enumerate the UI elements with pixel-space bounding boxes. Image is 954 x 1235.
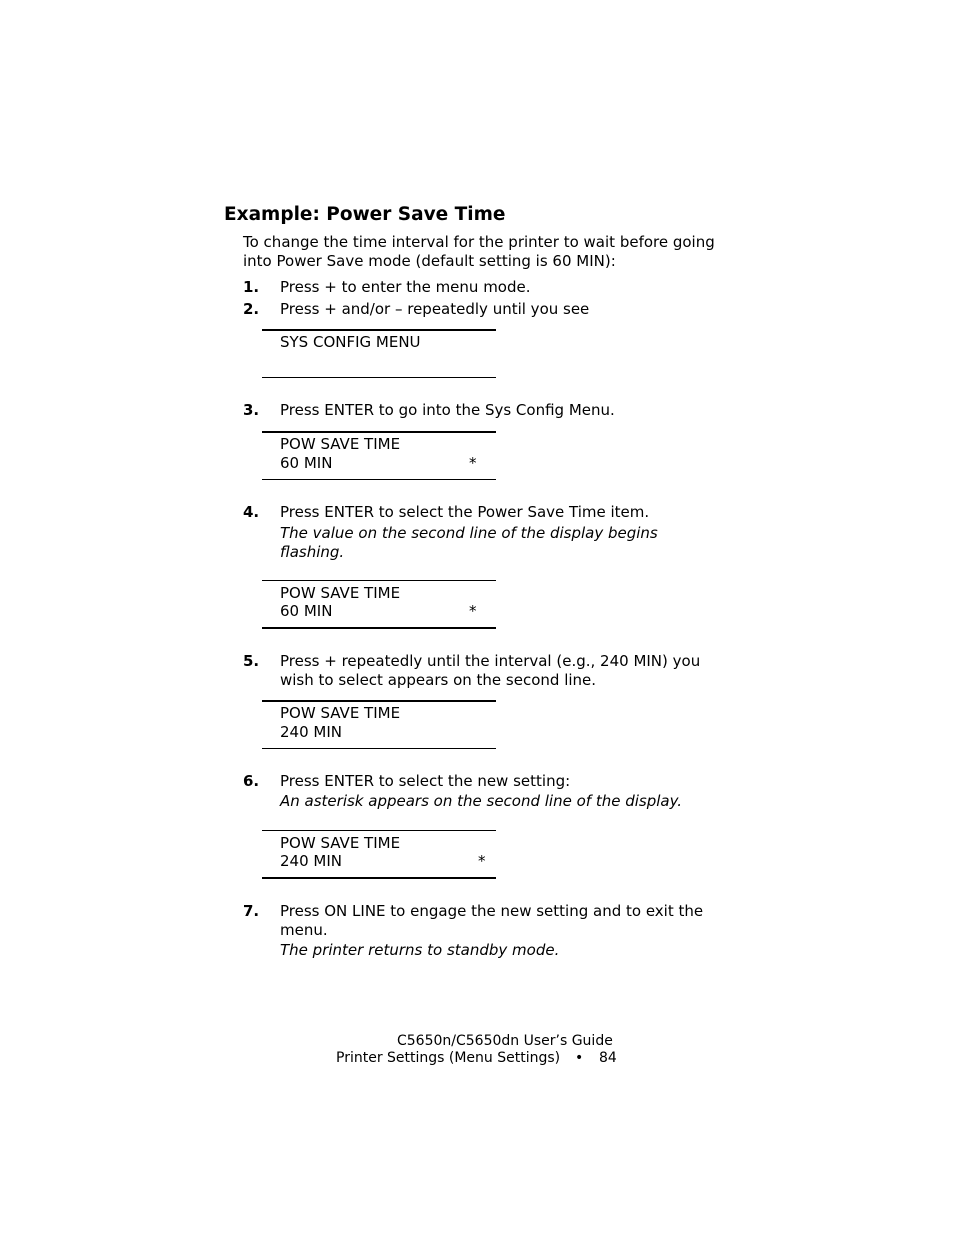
page-number: 84 [599, 1050, 617, 1066]
section-heading: Example: Power Save Time [224, 204, 506, 225]
lcd-line-1: POW SAVE TIME [280, 435, 401, 453]
lcd-line-1: SYS CONFIG MENU [280, 333, 421, 351]
step-text: Press ENTER to select the Power Save Time item. [280, 503, 650, 521]
step-number: 3. [243, 401, 260, 419]
lcd-line-2: 60 MIN [280, 454, 333, 472]
step-text [280, 652, 700, 689]
step-text [280, 902, 703, 939]
lcd-asterisk: * [478, 852, 486, 870]
lcd-display [262, 329, 496, 378]
intro-line: To change the time interval for the printer to wait before going [243, 233, 715, 251]
step-number: 1. [243, 278, 260, 296]
step-line: wish to select appears on the second line. [280, 670, 597, 689]
lcd-line-1: POW SAVE TIME [280, 704, 401, 722]
lcd-line-2: 60 MIN [280, 602, 333, 620]
step-note: An asterisk appears on the second line of the display. [280, 792, 683, 810]
footer-bullet: • [575, 1050, 584, 1066]
step-number: 4. [243, 503, 260, 521]
step-text: Press ENTER to go into the Sys Config Menu. [280, 401, 615, 419]
step-note [280, 524, 658, 561]
step-number: 5. [243, 652, 260, 670]
lcd-display [262, 580, 496, 629]
step-line: Press + repeatedly until the interval (e.g., 240 MIN) you [280, 652, 701, 670]
lcd-line-2: 240 MIN [280, 723, 342, 741]
lcd-display [262, 431, 496, 480]
intro-line: into Power Save mode (default setting is 60 MIN): [243, 251, 616, 270]
step-number: 2. [243, 300, 260, 318]
step-text: Press + to enter the menu mode. [280, 278, 531, 296]
lcd-asterisk: * [469, 454, 477, 472]
lcd-display [262, 700, 496, 749]
lcd-asterisk: * [469, 602, 477, 620]
lcd-line-2: 240 MIN [280, 852, 342, 870]
lcd-line-1: POW SAVE TIME [280, 834, 401, 852]
step-number: 6. [243, 772, 260, 790]
step-line: menu. [280, 920, 328, 939]
step-text: Press ENTER to select the new setting: [280, 772, 571, 790]
footer-section: Printer Settings (Menu Settings) [336, 1050, 561, 1066]
note-line: The value on the second line of the display begins [280, 524, 658, 542]
lcd-line-1: POW SAVE TIME [280, 584, 401, 602]
step-text: Press + and/or – repeatedly until you see [280, 300, 590, 318]
note-line: flashing. [280, 542, 345, 561]
intro-paragraph [243, 233, 715, 270]
step-line: Press ON LINE to engage the new setting and to exit the [280, 902, 704, 920]
step-note: The printer returns to standby mode. [280, 941, 560, 959]
footer-title: C5650n/C5650dn User’s Guide [397, 1033, 613, 1049]
step-number: 7. [243, 902, 260, 920]
lcd-display [262, 830, 496, 879]
